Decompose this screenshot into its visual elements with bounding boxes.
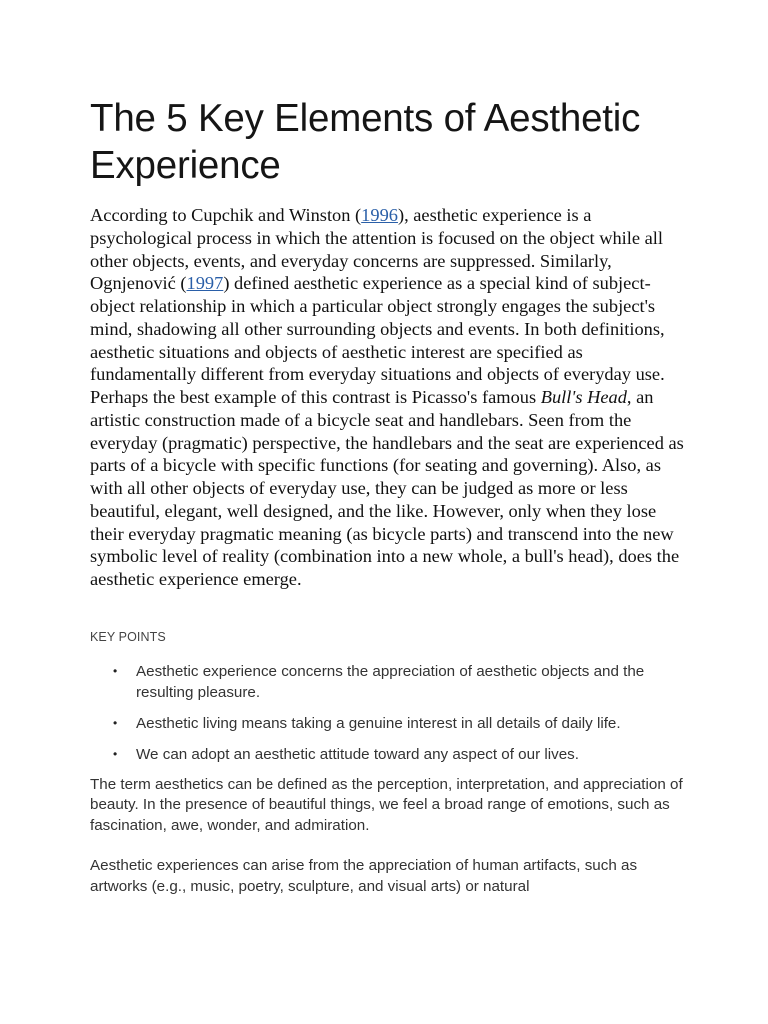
bullet-icon: • [113, 663, 118, 678]
article [90, 95, 690, 897]
intro-text-2: ), aesthetic experience is a psychological process in which the attention is focused on the object while all other objects, events, and everyday concerns are suppressed. Similarly, Ognjenović ( [90, 205, 664, 294]
key-points-list [90, 661, 690, 765]
bullet-icon: • [113, 746, 118, 761]
key-points-heading: KEY POINTS [90, 629, 166, 644]
list-item [90, 661, 690, 703]
intro-text-1: According to Cupchik and Winston ( [90, 205, 362, 225]
key-point-text: Aesthetic living means taking a genuine interest in all details of daily life. [136, 714, 621, 732]
key-point-text: We can adopt an aesthetic attitude toward any aspect of our lives. [136, 745, 579, 763]
key-point-text: Aesthetic experience concerns the appreciation of aesthetic objects and the resulting pleasure. [136, 662, 645, 701]
artwork-title: Bull's Head [540, 387, 627, 407]
body-paragraph: Aesthetic experiences can arise from the appreciation of human artifacts, such as artworks (e.g., music, poetry, sculpture, and visual arts) or natural [90, 857, 638, 895]
bullet-icon: • [113, 715, 118, 730]
citation-link-1996[interactable]: 1996 [361, 205, 398, 225]
article-title: The 5 Key Elements of Aesthetic Experience [90, 97, 641, 187]
intro-paragraph [90, 204, 690, 591]
citation-link-1997[interactable]: 1997 [186, 273, 224, 294]
list-item [90, 744, 690, 765]
list-item [90, 713, 690, 734]
body-paragraph: The term aesthetics can be defined as the perception, interpretation, and appreciation of beauty. In the presence of beautiful things, we feel a broad range of emotions, such as fascination, awe, wonder, and admiration. [90, 775, 683, 834]
intro-text-3: ) defined aesthetic experience as a special kind of subject-object relationship in which a particular object strongly engages the subject's mind, shadowing all other surrounding objects and events. In both definitions, aesthetic situations and objects of aesthetic interest are specified as fundamentally different from everyday situations and objects of everyday use. Perhaps the best example of this contrast is Picasso's famous [90, 273, 665, 407]
intro-text-4: , an artistic construction made of a bicycle seat and handlebars. Seen from the everyday (pragmatic) perspective, the handlebars and the seat are experienced as parts of a bicycle with specific functions (for seating and governing). Also, as with all other objects of everyday use, they can be judged as more or less beautiful, elegant, well designed, and the like. However, only when they lose their everyday pragmatic meaning (as bicycle parts) and transcend into the new symbolic level of reality (combination into a new whole, a bull's head), does the aesthetic experience emerge. [90, 387, 684, 589]
